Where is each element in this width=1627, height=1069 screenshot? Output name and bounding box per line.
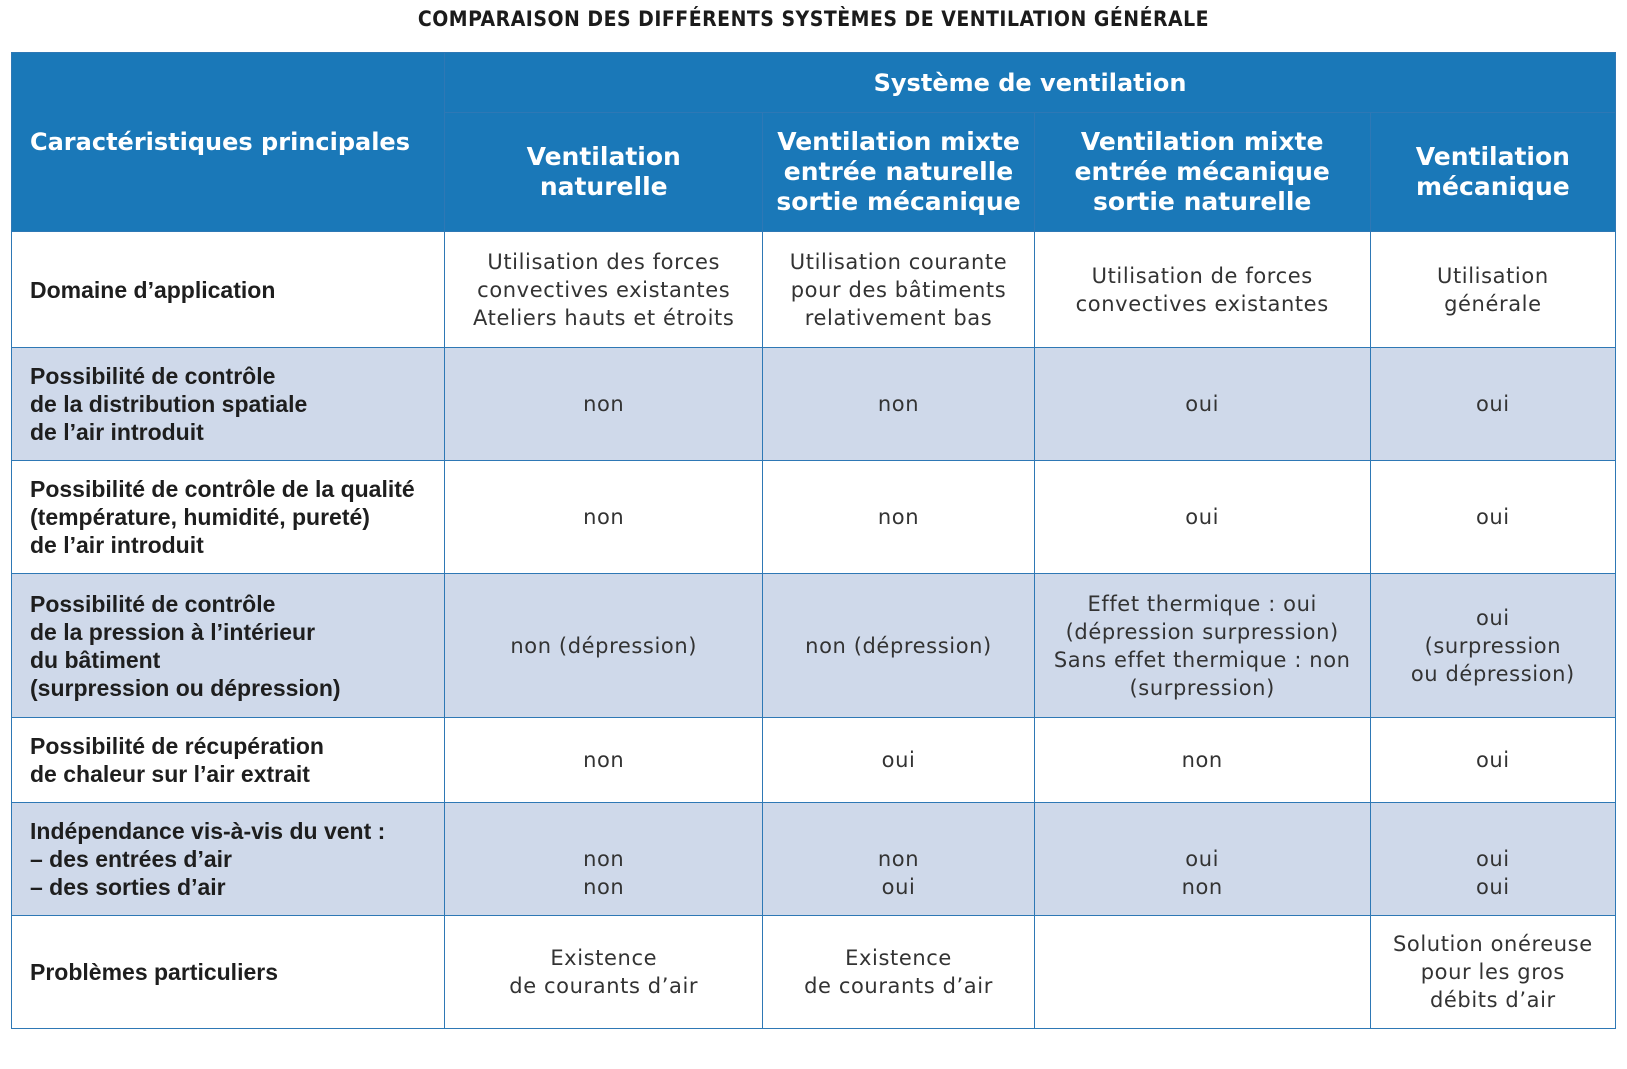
table-cell: Utilisation de forces convectives existantes (1034, 232, 1370, 348)
table-cell: non (763, 461, 1034, 574)
header-col-mixed-natural-in: Ventilation mixte entrée naturelle sortie mécanique (763, 113, 1034, 232)
table-cell: oui oui (1370, 803, 1615, 916)
table-row (12, 461, 1616, 574)
table-cell: oui (1370, 348, 1615, 461)
table-cell: oui (1034, 461, 1370, 574)
table-cell: non (763, 348, 1034, 461)
table-cell: Solution onéreuse pour les gros débits d’air (1370, 916, 1615, 1029)
table-row (12, 718, 1616, 803)
table-cell (1034, 916, 1370, 1029)
table-cell: oui (763, 718, 1034, 803)
table-cell: non (dépression) (445, 574, 763, 718)
table-row (12, 232, 1616, 348)
table-row (12, 574, 1616, 718)
row-label: Possibilité de contrôle de la pression à l’intérieur du bâtiment (surpression ou dépression) (12, 574, 445, 718)
header-col-mixed-mechanical-in: Ventilation mixte entrée mécanique sortie naturelle (1034, 113, 1370, 232)
table-cell: non oui (763, 803, 1034, 916)
header-characteristics: Caractéristiques principales (12, 53, 445, 232)
table-cell: oui (1370, 461, 1615, 574)
table-cell: Effet thermique : oui (dépression surpression) Sans effet thermique : non (surpression) (1034, 574, 1370, 718)
table-cell: oui (surpression ou dépression) (1370, 574, 1615, 718)
table-cell: Utilisation des forces convectives existantes Ateliers hauts et étroits (445, 232, 763, 348)
table-row (12, 916, 1616, 1029)
table-cell: oui (1034, 348, 1370, 461)
table-cell: non (445, 461, 763, 574)
table-cell: Existence de courants d’air (445, 916, 763, 1029)
header-col-mechanical: Ventilation mécanique (1370, 113, 1615, 232)
table-row (12, 348, 1616, 461)
page-title: COMPARAISON DES DIFFÉRENTS SYSTÈMES DE VENTILATION GÉNÉRALE (417, 7, 1210, 31)
table-cell: oui (1370, 718, 1615, 803)
header-ventilation-system: Système de ventilation (445, 53, 1616, 113)
table-cell: Utilisation courante pour des bâtiments relativement bas (763, 232, 1034, 348)
table-cell: non (445, 718, 763, 803)
row-label: Indépendance vis-à-vis du vent : – des entrées d’air – des sorties d’air (12, 803, 445, 916)
table-cell: Existence de courants d’air (763, 916, 1034, 1029)
table-cell: non (1034, 718, 1370, 803)
header-col-natural: Ventilation naturelle (445, 113, 763, 232)
row-label: Problèmes particuliers (12, 916, 445, 1029)
table-cell: non (dépression) (763, 574, 1034, 718)
table-cell: oui non (1034, 803, 1370, 916)
row-label: Domaine d’application (12, 232, 445, 348)
row-label: Possibilité de contrôle de la qualité (température, humidité, pureté) de l’air introduit (12, 461, 445, 574)
header-row-group (12, 53, 1616, 113)
comparison-table (11, 52, 1616, 1029)
row-label: Possibilité de récupération de chaleur sur l’air extrait (12, 718, 445, 803)
row-label: Possibilité de contrôle de la distribution spatiale de l’air introduit (12, 348, 445, 461)
table-cell: Utilisation générale (1370, 232, 1615, 348)
table-cell: non (445, 348, 763, 461)
table-row (12, 803, 1616, 916)
table-cell: non non (445, 803, 763, 916)
